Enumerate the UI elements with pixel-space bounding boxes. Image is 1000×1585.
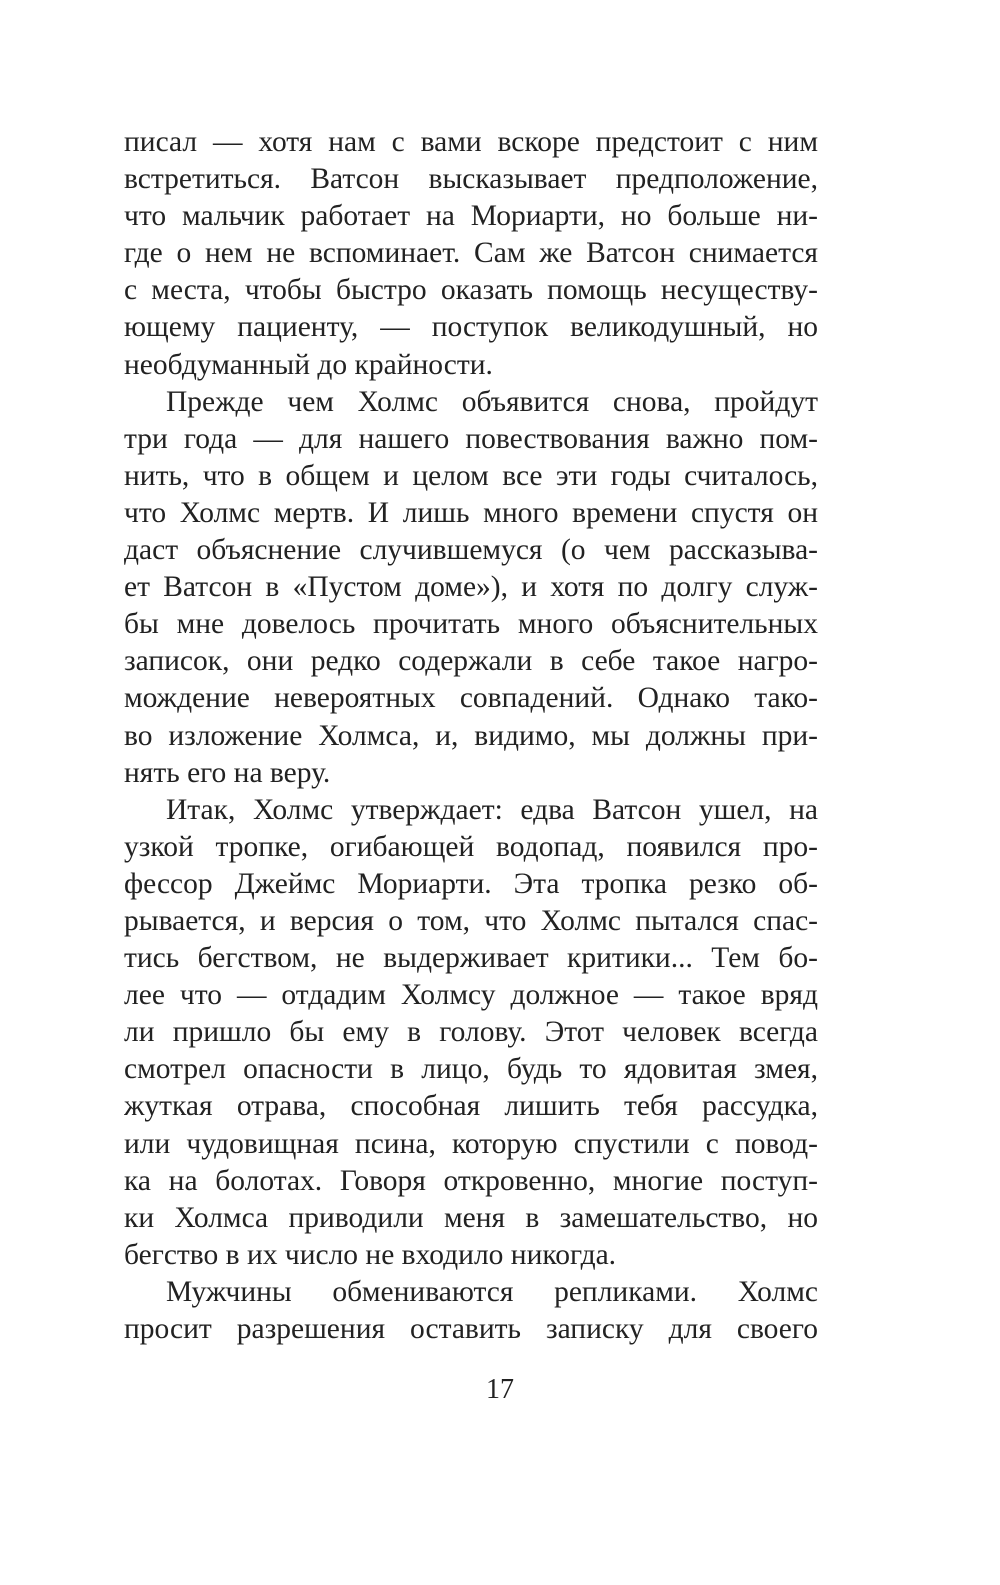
text-line: бы мне довелось прочитать много объяснительных — [124, 608, 818, 641]
text-line: смотрел опасности в лицо, будь то ядовитая змея, — [124, 1053, 818, 1086]
body-text — [124, 124, 818, 1348]
text-line: или чудовищная псина, которую спустили с повод- — [124, 1127, 818, 1160]
page-number: 17 — [486, 1374, 514, 1405]
text-line: ли пришло бы ему в голову. Этот человек всегда — [124, 1016, 818, 1049]
text-line: ющему пациенту, — поступок великодушный, но — [124, 311, 818, 344]
text-line: необдуманный до крайности. — [124, 348, 493, 381]
text-line: узкой тропке, огибающей водопад, появился про- — [124, 830, 818, 863]
text-line: с места, чтобы быстро оказать помощь несуществу- — [124, 274, 818, 307]
text-line: рывается, и версия о том, что Холмс пытался спас- — [124, 904, 818, 937]
text-line: что Холмс мертв. И лишь много времени спустя он — [124, 496, 818, 529]
text-line: лее что — отдадим Холмсу должное — такое вряд — [124, 979, 818, 1012]
text-line: Мужчины обмениваются репликами. Холмс — [166, 1275, 818, 1308]
text-line: даст объяснение случившемуся (о чем рассказыва- — [124, 534, 818, 567]
paragraph — [124, 792, 818, 1274]
text-line: где о нем не вспоминает. Сам же Ватсон снимается — [124, 237, 818, 270]
text-line: ки Холмса приводили меня в замешательство, но — [124, 1201, 818, 1234]
text-line: ет Ватсон в «Пустом доме»), и хотя по долгу служ- — [124, 571, 818, 604]
text-line: записок, они редко содержали в себе такое нагро- — [124, 645, 818, 678]
text-line: тись бегством, не выдерживает критики... Тем бо- — [124, 942, 818, 975]
paragraph — [124, 1274, 818, 1348]
text-line: мождение невероятных совпадений. Однако тако- — [124, 682, 818, 715]
text-line: во изложение Холмса, и, видимо, мы должны при- — [124, 719, 818, 752]
text-line: Прежде чем Холмс объявится снова, пройдут — [166, 385, 818, 418]
text-line: встретиться. Ватсон высказывает предположение, — [124, 163, 818, 196]
text-line: просит разрешения оставить записку для своего — [124, 1313, 818, 1345]
text-line: фессор Джеймс Мориарти. Эта тропка резко об- — [124, 867, 818, 900]
text-line: нить, что в общем и целом все эти годы считалось, — [124, 459, 818, 492]
text-line: писал — хотя нам с вами вскоре предстоит с ним — [124, 126, 818, 158]
text-line: жуткая отрава, способная лишить тебя рассудка, — [124, 1090, 818, 1123]
text-line: что мальчик работает на Мориарти, но больше ни- — [124, 200, 818, 233]
text-line: Итак, Холмс утверждает: едва Ватсон ушел, на — [166, 793, 818, 826]
paragraph — [124, 384, 818, 792]
text-line: три года — для нашего повествования важно пом- — [124, 422, 818, 455]
text-line: ка на болотах. Говоря откровенно, многие поступ- — [124, 1164, 818, 1197]
text-line: нять его на веру. — [124, 756, 331, 789]
text-line: бегство в их число не входило никогда. — [124, 1238, 617, 1271]
paragraph — [124, 124, 818, 384]
